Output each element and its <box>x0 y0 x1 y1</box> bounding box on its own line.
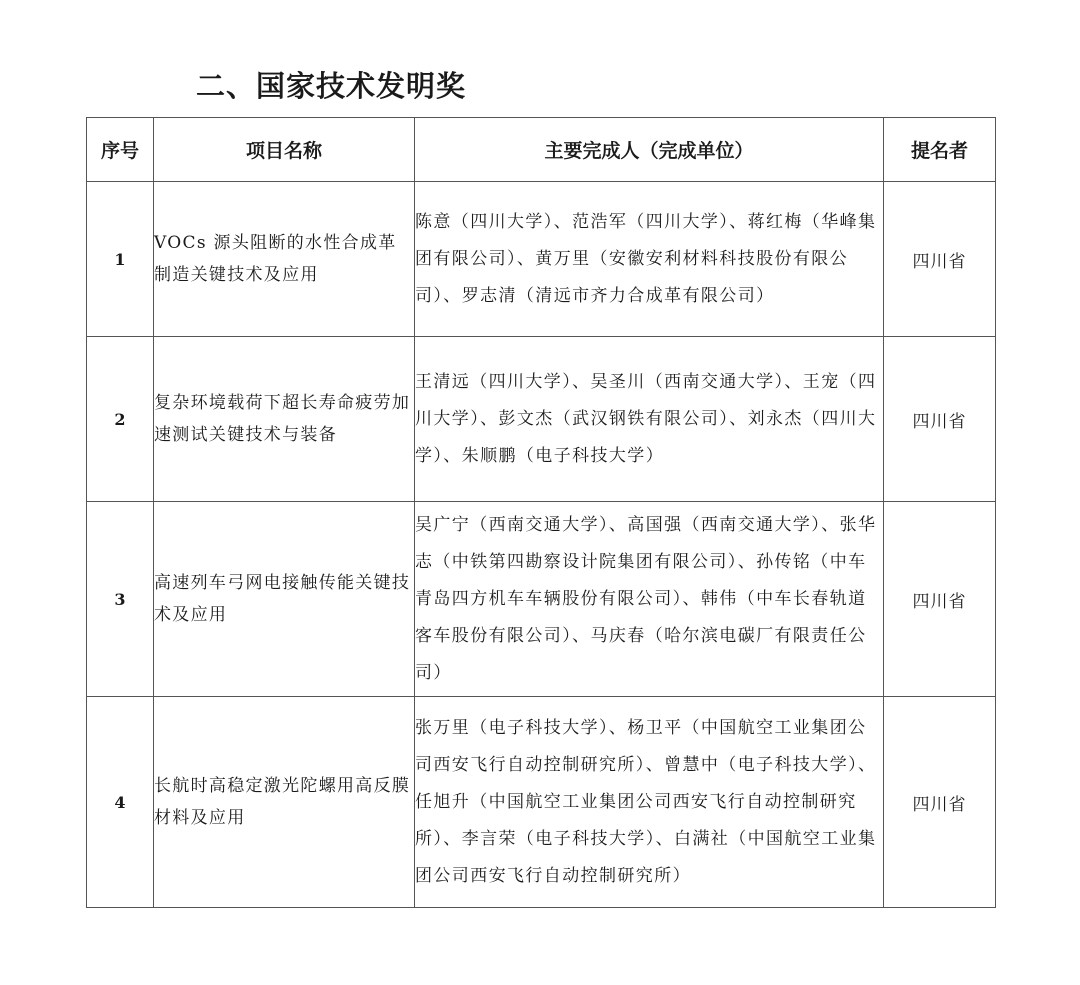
people-cell: 张万里（电子科技大学）、杨卫平（中国航空工业集团公司西安飞行自动控制研究所）、曾慧中（电子科技大学）、任旭升（中国航空工业集团公司西安飞行自动控制研究所）、李言荣（电子科技大学）、白满社（中国航空工业集团公司西安飞行自动控制研究所） <box>415 697 884 908</box>
people-cell: 陈意（四川大学）、范浩军（四川大学）、蒋红梅（华峰集团有限公司）、黄万里（安徽安利材料科技股份有限公司）、罗志清（清远市齐力合成革有限公司） <box>415 182 884 337</box>
project-cell: 高速列车弓网电接触传能关键技术及应用 <box>154 502 415 697</box>
table-header-row <box>87 118 996 182</box>
section-title: 二、国家技术发明奖 <box>196 69 467 103</box>
project-cell: 长航时高稳定激光陀螺用高反膜材料及应用 <box>154 697 415 908</box>
nominator-cell: 四川省 <box>884 182 996 337</box>
table-row <box>87 502 996 697</box>
seq-cell: 2 <box>87 337 154 502</box>
nominator-cell: 四川省 <box>884 697 996 908</box>
seq-cell: 4 <box>87 697 154 908</box>
nominator-cell: 四川省 <box>884 337 996 502</box>
project-cell: 复杂环境载荷下超长寿命疲劳加速测试关键技术与装备 <box>154 337 415 502</box>
table-row <box>87 182 996 337</box>
people-cell: 王清远（四川大学）、吴圣川（西南交通大学）、王宠（四川大学）、彭文杰（武汉钢铁有限公司）、刘永杰（四川大学）、朱顺鹏（电子科技大学） <box>415 337 884 502</box>
seq-cell: 1 <box>87 182 154 337</box>
header-people: 主要完成人（完成单位） <box>415 118 884 182</box>
nominator-cell: 四川省 <box>884 502 996 697</box>
awards-table <box>86 117 996 908</box>
header-project: 项目名称 <box>154 118 415 182</box>
seq-cell: 3 <box>87 502 154 697</box>
header-seq: 序号 <box>87 118 154 182</box>
project-cell: VOCs 源头阻断的水性合成革制造关键技术及应用 <box>154 182 415 337</box>
table-row <box>87 697 996 908</box>
table-row <box>87 337 996 502</box>
header-nominator: 提名者 <box>884 118 996 182</box>
people-cell: 吴广宁（西南交通大学）、高国强（西南交通大学）、张华志（中铁第四勘察设计院集团有限公司）、孙传铭（中车青岛四方机车车辆股份有限公司）、韩伟（中车长春轨道客车股份有限公司）、马庆春（哈尔滨电碳厂有限责任公司） <box>415 502 884 697</box>
